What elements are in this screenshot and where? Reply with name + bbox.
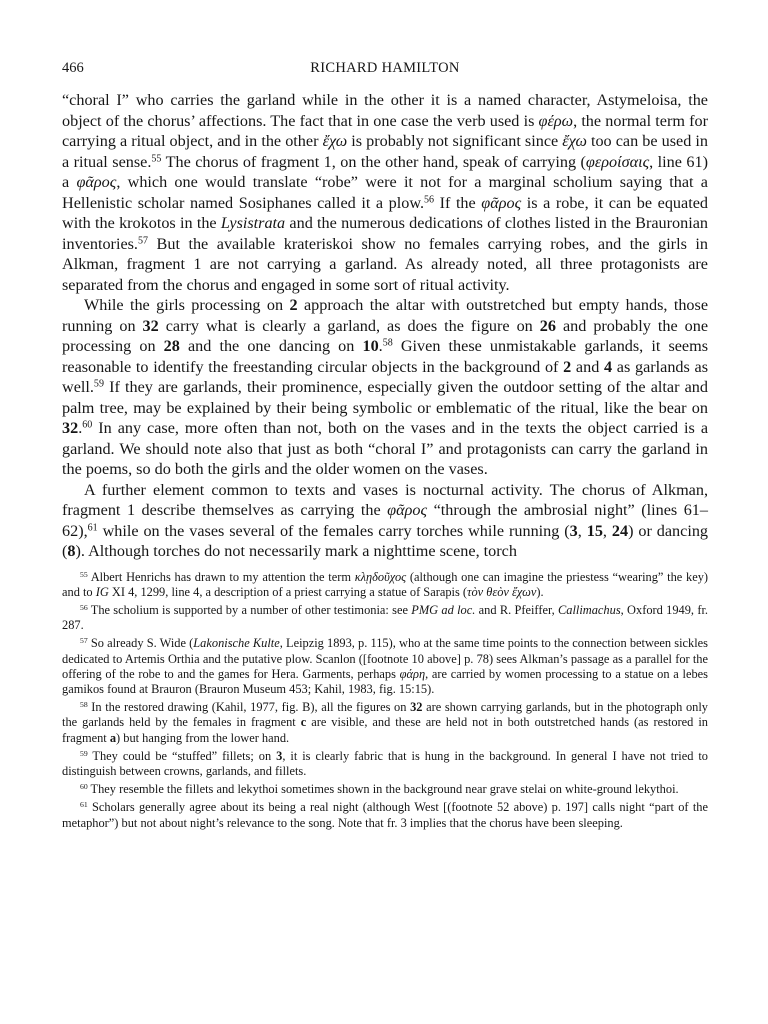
footnote xyxy=(62,800,708,830)
text-run: is a robe, it can be equated with the krokotos in the xyxy=(62,193,708,232)
running-head-author: RICHARD HAMILTON xyxy=(310,60,460,76)
text-run: While the girls processing on xyxy=(84,296,290,314)
text-run: . xyxy=(78,419,83,437)
text-run: and xyxy=(571,357,604,376)
greek-word: κλῃδοῦχος xyxy=(354,569,407,584)
greek-word: ἔχω xyxy=(562,132,587,150)
figure-number: 28 xyxy=(163,337,180,355)
text-run: are shown carrying garlands, but in the photograph only the garlands held by the females in fragment xyxy=(62,700,708,730)
italic-text: Lysistrata xyxy=(220,214,286,232)
running-header xyxy=(62,60,708,90)
figure-number: 32 xyxy=(142,316,159,335)
greek-word: ἔχω xyxy=(322,132,348,150)
greek-word: φέρω xyxy=(538,111,574,130)
text-run: ). xyxy=(536,584,544,599)
figure-number: 10 xyxy=(362,337,379,355)
footnote xyxy=(62,570,708,600)
footnotes xyxy=(62,570,708,831)
text-run: approach the altar with outstretched but empty hands, those running on xyxy=(62,296,708,335)
text-run: too can be used in a ritual sense. xyxy=(62,132,708,171)
italic-text: IG xyxy=(95,584,109,599)
paragraph xyxy=(62,295,708,480)
text-run: The chorus of fragment 1, on the other hand, speak of carrying ( xyxy=(161,152,586,171)
greek-word: φᾶρος xyxy=(387,501,428,519)
text-run: So already S. Wide ( xyxy=(87,636,194,651)
greek-word: φᾶρος xyxy=(481,193,522,212)
italic-text: PMG ad loc. xyxy=(411,602,476,617)
text-run: and R. Pfeiffer, xyxy=(475,602,558,617)
footnote xyxy=(62,603,708,633)
text-run: ) but hanging from the lower hand. xyxy=(116,730,290,745)
paragraph xyxy=(62,90,708,295)
note-reference: 61 xyxy=(80,800,88,810)
text-run: They resemble the fillets and lekythoi sometimes shown in the background near grave stelai on white-ground lekythoi. xyxy=(87,782,679,797)
figure-number: 15 xyxy=(586,521,603,540)
italic-text: Callimachus xyxy=(558,602,621,617)
greek-word: τὸν θεὸν ἔχων xyxy=(467,584,537,599)
text-run: , it is clearly fabric that is hung in the background. In general I have not tried to distinguish between crowns, garlands, and fillets. xyxy=(62,748,708,778)
text-run: while on the vases several of the females carry torches while running ( xyxy=(97,521,570,540)
text-run: “choral I” who carries the garland while in the other it is a named character, Astymeloisa, the object of the chorus’ affections. The fact that in one case the verb used is xyxy=(62,91,708,130)
page xyxy=(62,60,708,834)
text-run: and probably the one processing on xyxy=(62,316,708,355)
text-run: carry what is clearly a garland, as does the figure on xyxy=(158,316,540,335)
note-reference: 55 xyxy=(80,569,88,579)
footnote xyxy=(62,749,708,779)
italic-text: Lakonische Kulte xyxy=(193,636,280,651)
note-reference: 59 xyxy=(93,378,104,390)
text-run: XI 4, 1299, line 4, a description of a priest carrying a statue of Sarapis ( xyxy=(108,584,468,599)
greek-word: φάρη xyxy=(399,666,426,681)
figure-number: 32 xyxy=(410,700,423,715)
text-run: “through the ambrosial night” (lines 61–62), xyxy=(62,501,708,540)
text-run: , Oxford 1949, fr. 287. xyxy=(62,602,708,633)
figure-number: 2 xyxy=(563,357,572,376)
text-run: (although one can imagine the priestess “wearing” the key) and to xyxy=(62,569,709,599)
footnote xyxy=(62,700,708,746)
note-reference: 59 xyxy=(80,748,88,758)
text-run: If the xyxy=(434,193,482,212)
text-run: and the one dancing on xyxy=(179,337,363,355)
text-run: If they are garlands, their prominence, especially given the outdoor setting of the altar and palm tree, may be explained by their being symbolic or emblematic of the ritual, like the bear on xyxy=(62,378,708,417)
text-run: Given these unmistakable garlands, it seems reasonable to identify the freestanding circular objects in the background of xyxy=(62,337,709,376)
greek-word: φᾶρος xyxy=(76,173,117,191)
figure-number: 24 xyxy=(611,521,629,540)
text-run: In any case, more often than not, both on the vases and in the texts the object carried is a garland. We should note also that just as both “choral I” and protagonists can carry the garland in the poems, so do both the girls and the older women on the vases. xyxy=(62,419,708,478)
text-run: is probably not significant since xyxy=(347,132,563,150)
page-number: 466 xyxy=(62,60,84,76)
figure-number: 32 xyxy=(62,419,79,437)
text-run: , xyxy=(602,521,612,540)
note-reference: 58 xyxy=(382,337,393,349)
note-reference: 56 xyxy=(80,602,88,612)
text-run: . xyxy=(378,337,383,355)
text-run: , are carried by women processing to a statue on a lebes gamikos found at Brauron (Brauron Museum 453; Kahil, 1983, fig. 15:15). xyxy=(62,666,708,696)
paragraph xyxy=(62,480,708,562)
text-run: ) or dancing ( xyxy=(62,521,709,560)
text-run: They could be “stuffed” fillets; on xyxy=(87,748,277,763)
text-run: , line 61) a xyxy=(62,152,708,191)
figure-number: 3 xyxy=(276,748,283,763)
figure-number: 8 xyxy=(67,542,76,560)
figure-number: a xyxy=(109,730,117,745)
note-reference: 57 xyxy=(137,234,149,246)
text-run: are visible, and these are held not in both outstretched hands (as restored in fragment xyxy=(62,715,708,745)
text-run: , which one would translate “robe” were it not for a marginal scholium saying that a Hellenistic scholar named Sosiphanes called it a plow. xyxy=(62,173,708,212)
text-run: , the normal term for carrying a ritual object, and in the other xyxy=(62,111,708,150)
note-reference: 57 xyxy=(80,636,88,646)
text-run: Scholars generally agree about its being a real night (although West [(footnote 52 above) p. 197] calls night “part of the metaphor”) but not about night’s relevance to the song. Note that fr. 3 implies that the chorus have been sleeping. xyxy=(62,800,708,830)
note-reference: 56 xyxy=(424,193,435,205)
text-run: , xyxy=(577,521,587,540)
figure-number: 2 xyxy=(289,296,298,314)
note-reference: 55 xyxy=(151,152,162,164)
note-reference: 61 xyxy=(87,521,98,533)
footnote xyxy=(62,782,708,797)
text-run: , Leipzig 1893, p. 115), who at the same time points to the connection between sickles dedicated to Artemis Orthia and the putative plow. Scanlon ([footnote 10 above] p. 78) sees Alkman’s passage as a parallel for the offering of the robe to and the games for Hera. Garments, perhaps xyxy=(62,636,708,681)
figure-number: c xyxy=(300,715,307,730)
note-reference: 58 xyxy=(80,699,88,709)
figure-number: 3 xyxy=(569,521,578,540)
footnote xyxy=(62,636,708,697)
figure-number: 26 xyxy=(539,316,556,335)
note-reference: 60 xyxy=(82,419,93,431)
text-run: The scholium is supported by a number of other testimonia: see xyxy=(87,602,412,617)
text-run: as garlands as well. xyxy=(62,357,708,396)
body-text xyxy=(62,90,708,562)
text-run: A further element common to texts and vases is nocturnal activity. The chorus of Alkman, fragment 1 describe themselves as carrying the xyxy=(62,480,708,519)
text-run: In the restored drawing (Kahil, 1977, fig. B), all the figures on xyxy=(87,700,411,715)
greek-word: φεροίσαις xyxy=(585,152,650,171)
note-reference: 60 xyxy=(80,781,88,791)
text-run: Albert Henrichs has drawn to my attention the term xyxy=(87,569,355,584)
text-run: ). Although torches do not necessarily mark a nighttime scene, torch xyxy=(75,542,517,560)
text-run: But the available krateriskoi show no females carrying robes, and the girls in Alkman, fragment 1 are not carrying a garland. As already noted, all three protagonists are separated from the chorus and engaged in some sort of ritual activity. xyxy=(62,234,708,294)
text-run: and the numerous dedications of clothes listed in the Brauronian inventories. xyxy=(62,214,709,253)
figure-number: 4 xyxy=(604,357,613,376)
